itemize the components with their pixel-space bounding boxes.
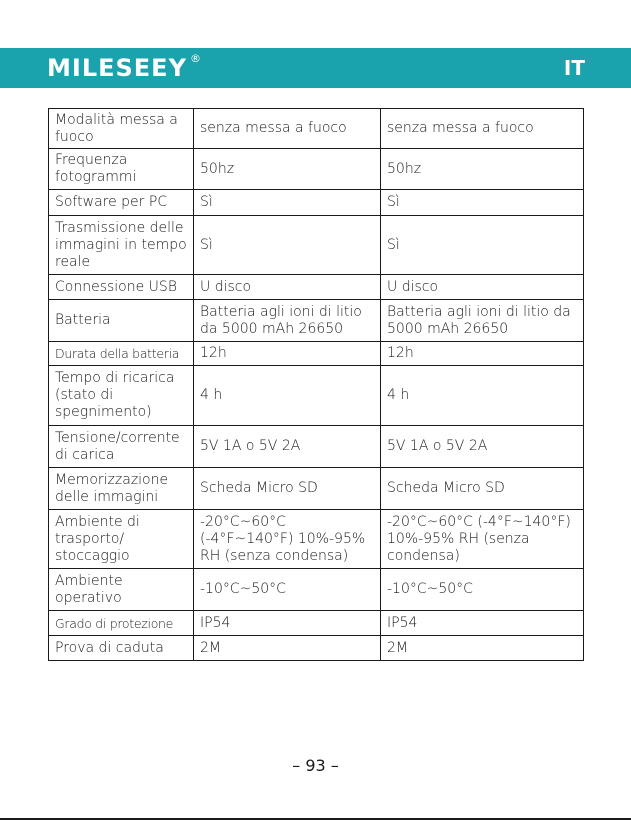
row-label: Prova di caduta xyxy=(49,636,194,661)
row-value-col1: U disco xyxy=(194,275,381,300)
row-value-col2: IP54 xyxy=(381,611,584,636)
page-number: – 93 – xyxy=(292,756,339,775)
table-row xyxy=(49,275,584,300)
row-label: Durata della batteria xyxy=(49,342,194,366)
table-row xyxy=(49,190,584,216)
row-value-col1: -20°C~60°C (-4°F~140°F) 10%-95% RH (senza condensa) xyxy=(194,510,381,569)
row-value-col2: Scheda Micro SD xyxy=(381,468,584,510)
row-value-col2: senza messa a fuoco xyxy=(381,109,584,149)
row-value-col1: -10°C~50°C xyxy=(194,569,381,611)
row-label: Grado di protezione xyxy=(49,611,194,636)
row-value-col2: U disco xyxy=(381,275,584,300)
table-row xyxy=(49,611,584,636)
row-value-col1: Scheda Micro SD xyxy=(194,468,381,510)
row-value-col1: Sì xyxy=(194,190,381,216)
row-value-col1: Sì xyxy=(194,216,381,275)
row-value-col1: 4 h xyxy=(194,366,381,426)
row-label: Trasmissione delle immagini in tempo reale xyxy=(49,216,194,275)
row-value-col2: 4 h xyxy=(381,366,584,426)
row-value-col1: 2M xyxy=(194,636,381,661)
row-value-col1: senza messa a fuoco xyxy=(194,109,381,149)
row-label: Modalità messa a fuoco xyxy=(49,109,194,149)
table-row xyxy=(49,510,584,569)
table-row xyxy=(49,569,584,611)
row-value-col2: Sì xyxy=(381,190,584,216)
row-value-col2: Sì xyxy=(381,216,584,275)
table-row xyxy=(49,468,584,510)
row-value-col2: -10°C~50°C xyxy=(381,569,584,611)
row-value-col1: IP54 xyxy=(194,611,381,636)
row-label: Memorizzazione delle immagini xyxy=(49,468,194,510)
row-label: Ambiente di trasporto/ stoccaggio xyxy=(49,510,194,569)
table-row xyxy=(49,300,584,342)
brand-logo: MILESEEY xyxy=(47,54,187,82)
table-row xyxy=(49,342,584,366)
row-value-col1: 50hz xyxy=(194,149,381,190)
spec-table xyxy=(48,108,584,661)
language-code: IT xyxy=(563,56,585,80)
row-value-col2: Batteria agli ioni di litio da 5000 mAh 26650 xyxy=(381,300,584,342)
row-label: Tempo di ricarica (stato di spegnimento) xyxy=(49,366,194,426)
row-label: Tensione/corrente di carica xyxy=(49,426,194,468)
registered-mark: ® xyxy=(190,52,201,65)
table-row xyxy=(49,636,584,661)
row-value-col2: 5V 1A o 5V 2A xyxy=(381,426,584,468)
row-value-col1: 12h xyxy=(194,342,381,366)
row-label: Ambiente operativo xyxy=(49,569,194,611)
row-value-col2: 50hz xyxy=(381,149,584,190)
row-label: Software per PC xyxy=(49,190,194,216)
row-value-col2: 12h xyxy=(381,342,584,366)
row-label: Connessione USB xyxy=(49,275,194,300)
row-value-col2: 2M xyxy=(381,636,584,661)
row-value-col1: Batteria agli ioni di litio da 5000 mAh 26650 xyxy=(194,300,381,342)
table-row xyxy=(49,149,584,190)
table-row xyxy=(49,426,584,468)
row-label: Batteria xyxy=(49,300,194,342)
header-banner xyxy=(0,48,631,88)
row-value-col2: -20°C~60°C (-4°F~140°F) 10%-95% RH (senza condensa) xyxy=(381,510,584,569)
table-row xyxy=(49,109,584,149)
row-label: Frequenza fotogrammi xyxy=(49,149,194,190)
row-value-col1: 5V 1A o 5V 2A xyxy=(194,426,381,468)
table-row xyxy=(49,216,584,275)
table-row xyxy=(49,366,584,426)
